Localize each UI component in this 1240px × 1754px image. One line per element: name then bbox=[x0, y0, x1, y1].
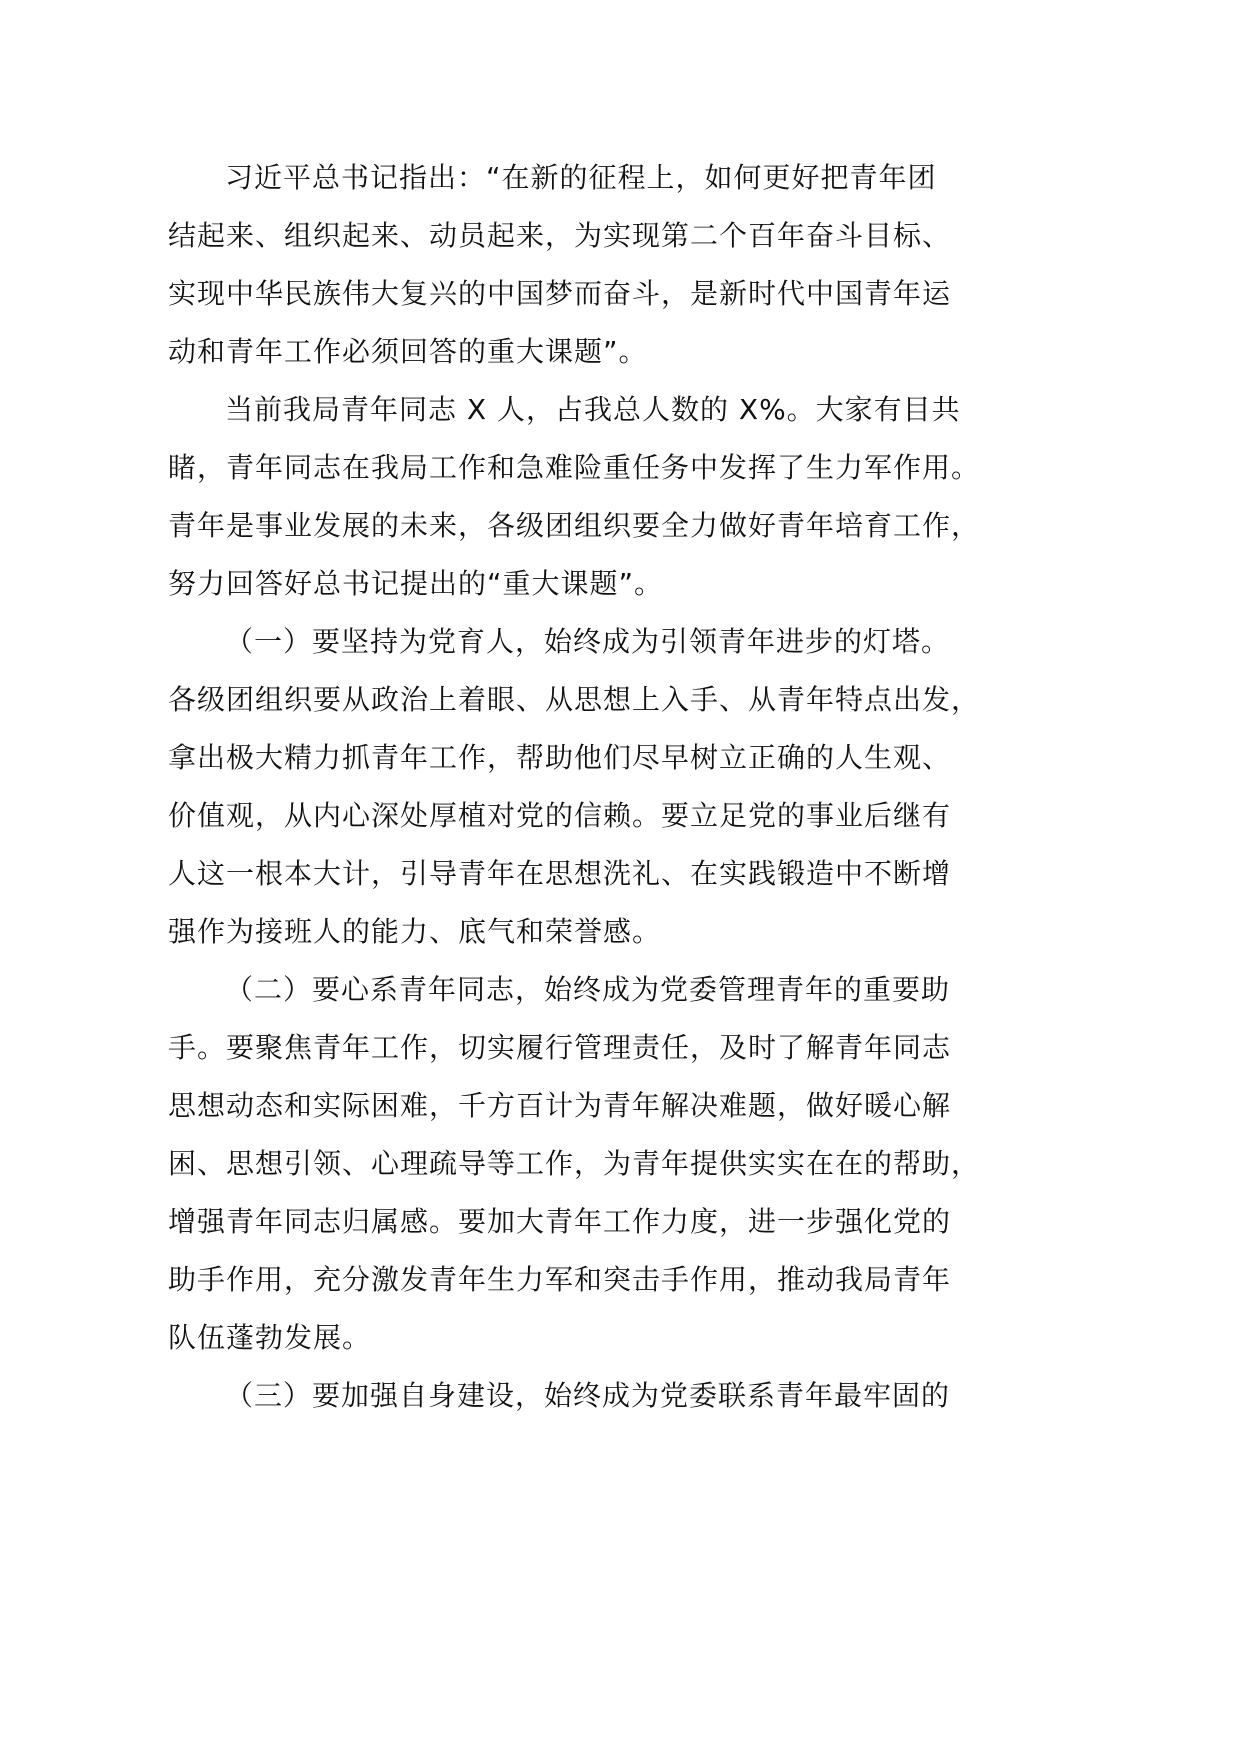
text-line: 价值观，从内心深处厚植对党的信赖。要立足党的事业后继有 bbox=[168, 799, 952, 832]
text-line: 青年是事业发展的未来，各级团组织要全力做好青年培育工作， bbox=[168, 509, 981, 542]
text-line: 强作为接班人的能力、底气和荣誉感。 bbox=[168, 915, 662, 948]
text-line: 实现中华民族伟大复兴的中国梦而奋斗，是新时代中国青年运 bbox=[168, 277, 952, 310]
paragraph-current-status bbox=[168, 381, 1008, 613]
paragraph-section-2 bbox=[168, 961, 1008, 1367]
paragraph-quote bbox=[168, 149, 1008, 381]
text-line: 手。要聚焦青年工作，切实履行管理责任，及时了解青年同志 bbox=[168, 1031, 952, 1064]
body-text bbox=[168, 149, 1008, 1425]
section-heading-line: （二）要心系青年同志，始终成为党委管理青年的重要助 bbox=[225, 973, 951, 1006]
text-line: 困、思想引领、心理疏导等工作，为青年提供实实在在的帮助， bbox=[168, 1147, 981, 1180]
section-heading-line: （三）要加强自身建设，始终成为党委联系青年最牢固的 bbox=[225, 1379, 951, 1412]
section-heading-line: （一）要坚持为党育人，始终成为引领青年进步的灯塔。 bbox=[225, 625, 951, 658]
text-line: 思想动态和实际困难，千方百计为青年解决难题，做好暖心解 bbox=[168, 1089, 952, 1122]
text-line: 睹，青年同志在我局工作和急难险重任务中发挥了生力军作用。 bbox=[168, 451, 981, 484]
text-line: 动和青年工作必须回答的重大课题”。 bbox=[168, 335, 648, 368]
text-line: 各级团组织要从政治上着眼、从思想上入手、从青年特点出发， bbox=[168, 683, 981, 716]
paragraph-section-3 bbox=[168, 1367, 1008, 1425]
text-line: 增强青年同志归属感。要加大青年工作力度，进一步强化党的 bbox=[168, 1205, 952, 1238]
text-line: 助手作用，充分激发青年生力军和突击手作用，推动我局青年 bbox=[168, 1263, 952, 1296]
text-line: 结起来、组织起来、动员起来，为实现第二个百年奋斗目标、 bbox=[168, 219, 952, 252]
text-line: 拿出极大精力抓青年工作，帮助他们尽早树立正确的人生观、 bbox=[168, 741, 952, 774]
text-line: 队伍蓬勃发展。 bbox=[168, 1321, 372, 1354]
paragraph-section-1 bbox=[168, 613, 1008, 961]
text-line: 努力回答好总书记提出的“重大课题”。 bbox=[168, 567, 664, 600]
text-line: 人这一根本大计，引导青年在思想洗礼、在实践锻造中不断增 bbox=[168, 857, 952, 890]
text-line: 习近平总书记指出：“在新的征程上，如何更好把青年团 bbox=[225, 161, 937, 194]
text-line: 当前我局青年同志 X 人，占我总人数的 X%。大家有目共 bbox=[225, 393, 961, 426]
